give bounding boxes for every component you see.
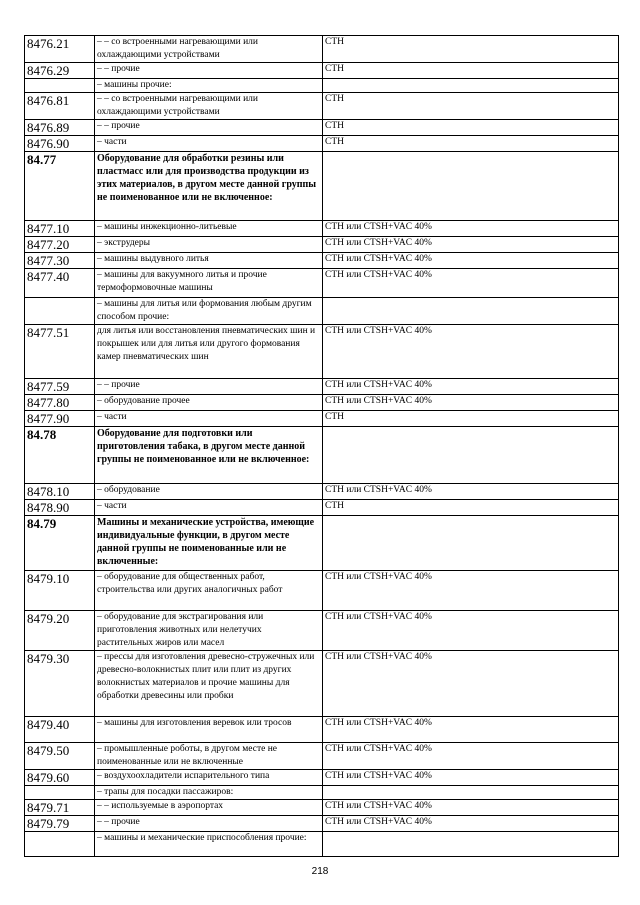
hs-code-cell: 8478.10 <box>25 484 95 500</box>
hs-code-cell: 8478.90 <box>25 500 95 516</box>
description-cell: – машины прочие: <box>95 79 323 93</box>
hs-code-cell: 8479.20 <box>25 611 95 651</box>
table-row <box>25 411 619 427</box>
document-page <box>24 35 618 857</box>
hs-code-cell: 8477.90 <box>25 411 95 427</box>
hs-code-cell: 84.79 <box>25 516 95 571</box>
description-cell: – – со встроенными нагревающими или охлаждающими устройствами <box>95 93 323 120</box>
origin-rule-cell: СТН или CTSH+VAC 40% <box>323 717 619 743</box>
description-cell: – оборудование для экстрагирования или приготовления животных или нелетучих растительных жиров или масел <box>95 611 323 651</box>
description-cell: – оборудование для общественных работ, строительства или других аналогичных работ <box>95 571 323 611</box>
description-cell: – – со встроенными нагревающими или охлаждающими устройствами <box>95 36 323 63</box>
table-row-heading <box>25 516 619 571</box>
description-cell: – части <box>95 411 323 427</box>
description-cell: – трапы для посадки пассажиров: <box>95 786 323 800</box>
description-cell: Оборудование для обработки резины или пластмасс или для производства продукции из этих материалов, в другом месте данной группы не поименованное или не включенное: <box>95 152 323 221</box>
description-cell: – машины выдувного литья <box>95 253 323 269</box>
table-row <box>25 770 619 786</box>
table-row <box>25 611 619 651</box>
hs-code-cell: 8476.21 <box>25 36 95 63</box>
hs-code-cell: 8479.40 <box>25 717 95 743</box>
hs-code-cell: 8476.90 <box>25 136 95 152</box>
table-row <box>25 816 619 832</box>
table-row <box>25 395 619 411</box>
origin-rule-cell: СТН или CTSH+VAC 40% <box>323 611 619 651</box>
hs-code-cell: 8477.40 <box>25 269 95 298</box>
hs-code-cell <box>25 832 95 857</box>
hs-code-cell: 8479.30 <box>25 651 95 717</box>
origin-rule-cell: СТН или CTSH+VAC 40% <box>323 484 619 500</box>
origin-rule-cell: СТН <box>323 36 619 63</box>
origin-rule-cell: СТН <box>323 120 619 136</box>
hs-code-cell: 8477.80 <box>25 395 95 411</box>
hs-code-cell: 8479.10 <box>25 571 95 611</box>
origin-rule-cell <box>323 832 619 857</box>
origin-rule-cell: СТН или CTSH+VAC 40% <box>323 800 619 816</box>
hs-code-cell: 8477.51 <box>25 325 95 379</box>
table-row <box>25 571 619 611</box>
table-row <box>25 325 619 379</box>
origin-rule-cell: СТН или CTSH+VAC 40% <box>323 651 619 717</box>
description-cell: – машины для изготовления веревок или тросов <box>95 717 323 743</box>
table-row <box>25 221 619 237</box>
origin-rule-cell: СТН или CTSH+VAC 40% <box>323 816 619 832</box>
origin-rule-cell: СТН или CTSH+VAC 40% <box>323 571 619 611</box>
description-cell: – – прочие <box>95 120 323 136</box>
origin-rule-cell: СТН или CTSH+VAC 40% <box>323 253 619 269</box>
table-row <box>25 136 619 152</box>
table-row <box>25 298 619 325</box>
hs-code-cell <box>25 786 95 800</box>
hs-code-cell: 8476.29 <box>25 63 95 79</box>
page-number: 218 <box>311 866 329 877</box>
description-cell: – экструдеры <box>95 237 323 253</box>
origin-rule-cell: СТН <box>323 93 619 120</box>
hs-code-cell: 8477.10 <box>25 221 95 237</box>
description-cell: – – используемые в аэропортах <box>95 800 323 816</box>
description-cell: – части <box>95 500 323 516</box>
description-cell: – – прочие <box>95 63 323 79</box>
description-cell: – машины для вакуумного литья и прочие термоформовочные машины <box>95 269 323 298</box>
table-row-heading <box>25 152 619 221</box>
description-cell: – промышленные роботы, в другом месте не поименованные или не включенные <box>95 743 323 770</box>
origin-rule-cell: СТН или CTSH+VAC 40% <box>323 743 619 770</box>
description-cell: – оборудование <box>95 484 323 500</box>
hs-code-cell: 8476.81 <box>25 93 95 120</box>
table-row <box>25 269 619 298</box>
hs-code-cell: 8477.59 <box>25 379 95 395</box>
table-row <box>25 800 619 816</box>
table-row <box>25 93 619 120</box>
description-cell: – машины и механические приспособления прочие: <box>95 832 323 857</box>
origin-rule-cell <box>323 79 619 93</box>
table-row <box>25 651 619 717</box>
description-cell: – – прочие <box>95 379 323 395</box>
table-row <box>25 63 619 79</box>
description-cell: – машины инжекционно-литьевые <box>95 221 323 237</box>
table-body <box>25 36 619 857</box>
hs-code-cell: 84.77 <box>25 152 95 221</box>
origin-rule-cell <box>323 427 619 484</box>
origin-rule-cell: СТН или CTSH+VAC 40% <box>323 269 619 298</box>
origin-rule-cell: СТН <box>323 500 619 516</box>
table-row <box>25 79 619 93</box>
origin-rule-cell: СТН <box>323 411 619 427</box>
origin-rule-cell: СТН или CTSH+VAC 40% <box>323 221 619 237</box>
table-row <box>25 484 619 500</box>
table-row <box>25 832 619 857</box>
hs-code-cell <box>25 79 95 93</box>
hs-code-cell: 8479.71 <box>25 800 95 816</box>
origin-rule-cell: СТН или CTSH+VAC 40% <box>323 237 619 253</box>
table-row <box>25 786 619 800</box>
description-cell: – машины для литья или формования любым другим способом прочие: <box>95 298 323 325</box>
origin-rule-cell: СТН <box>323 63 619 79</box>
table-row <box>25 120 619 136</box>
hs-code-cell: 8479.60 <box>25 770 95 786</box>
description-cell: – воздухоохладители испарительного типа <box>95 770 323 786</box>
hs-code-cell: 8477.20 <box>25 237 95 253</box>
origin-rule-cell: СТН или CTSH+VAC 40% <box>323 395 619 411</box>
table-row <box>25 237 619 253</box>
origin-rule-cell: СТН или CTSH+VAC 40% <box>323 379 619 395</box>
description-cell: для литья или восстановления пневматических шин и покрышек или для литья или другого формования камер пневматических шин <box>95 325 323 379</box>
table-row-heading <box>25 427 619 484</box>
table-row <box>25 743 619 770</box>
description-cell: – – прочие <box>95 816 323 832</box>
origin-rule-cell: СТН <box>323 136 619 152</box>
origin-rule-cell: СТН или CTSH+VAC 40% <box>323 325 619 379</box>
description-cell: Оборудование для подготовки или приготовления табака, в другом месте данной группы не поименованное или не включенное: <box>95 427 323 484</box>
hs-code-cell: 8479.50 <box>25 743 95 770</box>
description-cell: Машины и механические устройства, имеющие индивидуальные функции, в другом месте данной группы не поименованные или не включенные: <box>95 516 323 571</box>
origin-rule-cell <box>323 298 619 325</box>
table-row <box>25 500 619 516</box>
table-row <box>25 253 619 269</box>
hs-code-cell: 8476.89 <box>25 120 95 136</box>
hs-code-cell <box>25 298 95 325</box>
table-row <box>25 36 619 63</box>
hs-code-cell: 84.78 <box>25 427 95 484</box>
origin-rule-cell <box>323 786 619 800</box>
table-row <box>25 379 619 395</box>
description-cell: – части <box>95 136 323 152</box>
origin-rule-cell <box>323 152 619 221</box>
hs-code-cell: 8479.79 <box>25 816 95 832</box>
table-row <box>25 717 619 743</box>
origin-rule-cell <box>323 516 619 571</box>
description-cell: – оборудование прочее <box>95 395 323 411</box>
origin-rule-cell: СТН или CTSH+VAC 40% <box>323 770 619 786</box>
hs-code-cell: 8477.30 <box>25 253 95 269</box>
description-cell: – прессы для изготовления древесно-стружечных или древесно-волокнистых плит или плит из других волокнистых материалов и прочие машины для обработки древесины или пробки <box>95 651 323 717</box>
tariff-rules-table <box>24 35 619 857</box>
